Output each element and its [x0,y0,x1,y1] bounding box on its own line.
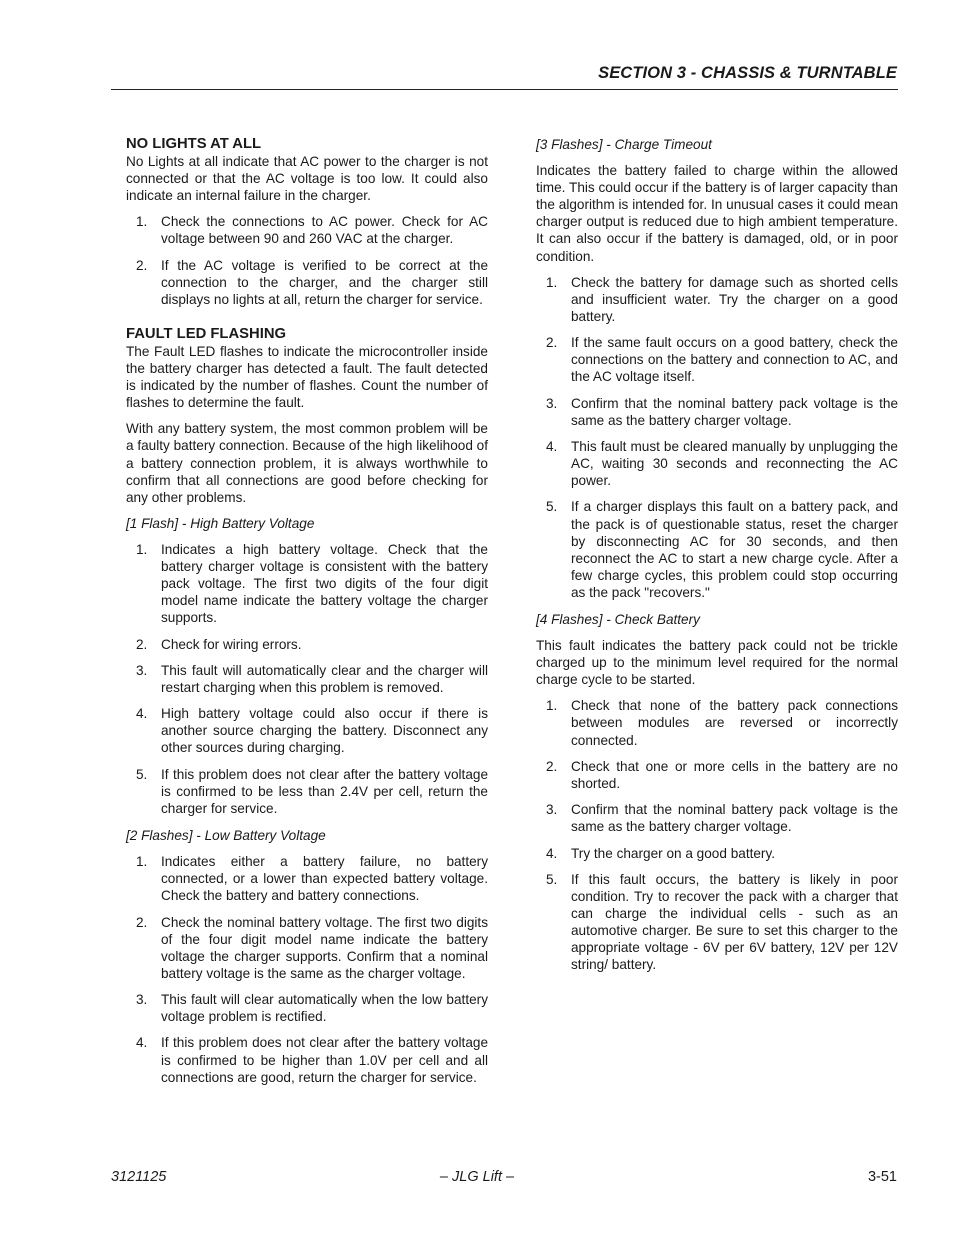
list-item: 5. If this fault occurs, the battery is likely in poor condition. Try to recover the pack with a charger that can charge the individual cells - such as an automotive charger. Be sure to set this charger to the appropriate voltage - 6V per 6V battery, 12V per 12V string/ battery. [546,871,898,973]
no-lights-paragraph: No Lights at all indicate that AC power to the charger is not connected or that the AC voltage is too low. It could also indicate an internal failure in the charger. [126,154,488,204]
header-divider [111,89,898,90]
list-item: 2. Check that one or more cells in the battery are no shorted. [546,758,898,791]
list-item: 1. Indicates either a battery failure, no battery connected, or a lower than expected battery voltage. Check the battery and battery connections. [136,854,488,904]
list-item: 1. Indicates a high battery voltage. Check that the battery charger voltage is consistent with the battery pack voltage. The first two digits of the four digit model name indicate the battery voltage the charger supports. [136,541,488,626]
flash4-steps [536,697,898,973]
list-item: 2. Check the nominal battery voltage. The first two digits of the four digit model name indicate the battery voltage the charger supports. Confirm that a nominal battery voltage is the same as the charger voltage. [136,914,488,981]
document-number: 3121125 [111,1169,167,1185]
list-item: 3. Confirm that the nominal battery pack voltage is the same as the battery charger voltage. [546,395,898,428]
flash2-title: [2 Flashes] - Low Battery Voltage [126,827,326,843]
right-column [536,136,898,983]
flash2-steps [126,853,488,1086]
list-item: 3. Confirm that the nominal battery pack voltage is the same as the battery charger voltage. [546,802,898,835]
list-item: 2. If the same fault occurs on a good battery, check the connections on the battery and connection to AC, and the AC voltage itself. [546,335,898,385]
list-item: 5. If a charger displays this fault on a battery pack, and the pack is of questionable status, reset the charger by disconnecting AC for 30 seconds, and then reconnect the AC to start a new charge cycle. After a few charge cycles, this problem could stop occurring as the pack "recovers." [546,499,898,600]
flash4-paragraph: This fault indicates the battery pack could not be trickle charged up to the minimum level required for the normal charge cycle to be started. [536,638,898,688]
left-column [126,136,488,1096]
flash1-title: [1 Flash] - High Battery Voltage [126,515,315,531]
no-lights-heading: NO LIGHTS AT ALL [126,136,262,152]
fault-led-paragraph: The Fault LED flashes to indicate the microcontroller inside the battery charger has detected a fault. The fault detected is indicated by the number of flashes. Count the number of flashes to determine the fault. [126,343,488,411]
list-item: 3. This fault will clear automatically when the low battery voltage problem is rectified. [136,992,488,1025]
list-item: 4. If this problem does not clear after the battery voltage is confirmed to be higher than 1.0V per cell and all connections are good, return the charger for service. [136,1035,488,1085]
section-title: SECTION 3 - CHASSIS & TURNTABLE [598,64,897,82]
fault-led-heading: FAULT LED FLASHING [126,325,287,342]
list-item: 4. This fault must be cleared manually by unplugging the AC, waiting 30 seconds and reconnecting the AC power. [546,438,898,489]
list-item: 2. Check for wiring errors. [136,636,302,652]
flash3-steps [536,274,898,601]
fault-led-paragraph-2: With any battery system, the most common problem will be a faulty battery connection. Because of the high likelihood of a battery connection problem, it is always worthwhile to confirm that all connections are good before checking for any other problems. [126,421,488,505]
list-item: 2. If the AC voltage is verified to be correct at the connection to the charger, and the charger still displays no lights at all, return the charger for service. [136,257,488,307]
list-item: 1. Check that none of the battery pack connections between modules are reversed or incorrectly connected. [546,698,898,748]
list-item: 4. Try the charger on a good battery. [546,845,776,861]
list-item: 3. This fault will automatically clear and the charger will restart charging when this problem is removed. [136,662,488,695]
flash3-title: [3 Flashes] - Charge Timeout [536,137,712,152]
flash4-title: [4 Flashes] - Check Battery [536,612,700,627]
list-item: 5. If this problem does not clear after the battery voltage is confirmed to be less than 2.4V per cell, return the charger for service. [136,766,488,816]
flash3-paragraph: Indicates the battery failed to charge within the allowed time. This could occur if the battery is of larger capacity than the algorithm is intended for. In unusual cases it could mean charger output is reduced due to high ambient temperature. It can also occur if the battery is damaged, old, or in poor condition. [536,163,898,264]
no-lights-steps [126,213,488,308]
flash1-steps [126,541,488,817]
page-number: 3-51 [867,1169,897,1185]
list-item: 1. Check the battery for damage such as shorted cells and insufficient water. Try the charger on a good battery. [546,274,898,324]
footer-brand: – JLG Lift – [439,1169,515,1185]
list-item: 4. High battery voltage could also occur if there is another source charging the battery. Disconnect any other sources during charging. [136,706,488,756]
list-item: 1. Check the connections to AC power. Check for AC voltage between 90 and 260 VAC at the charger. [136,214,488,247]
